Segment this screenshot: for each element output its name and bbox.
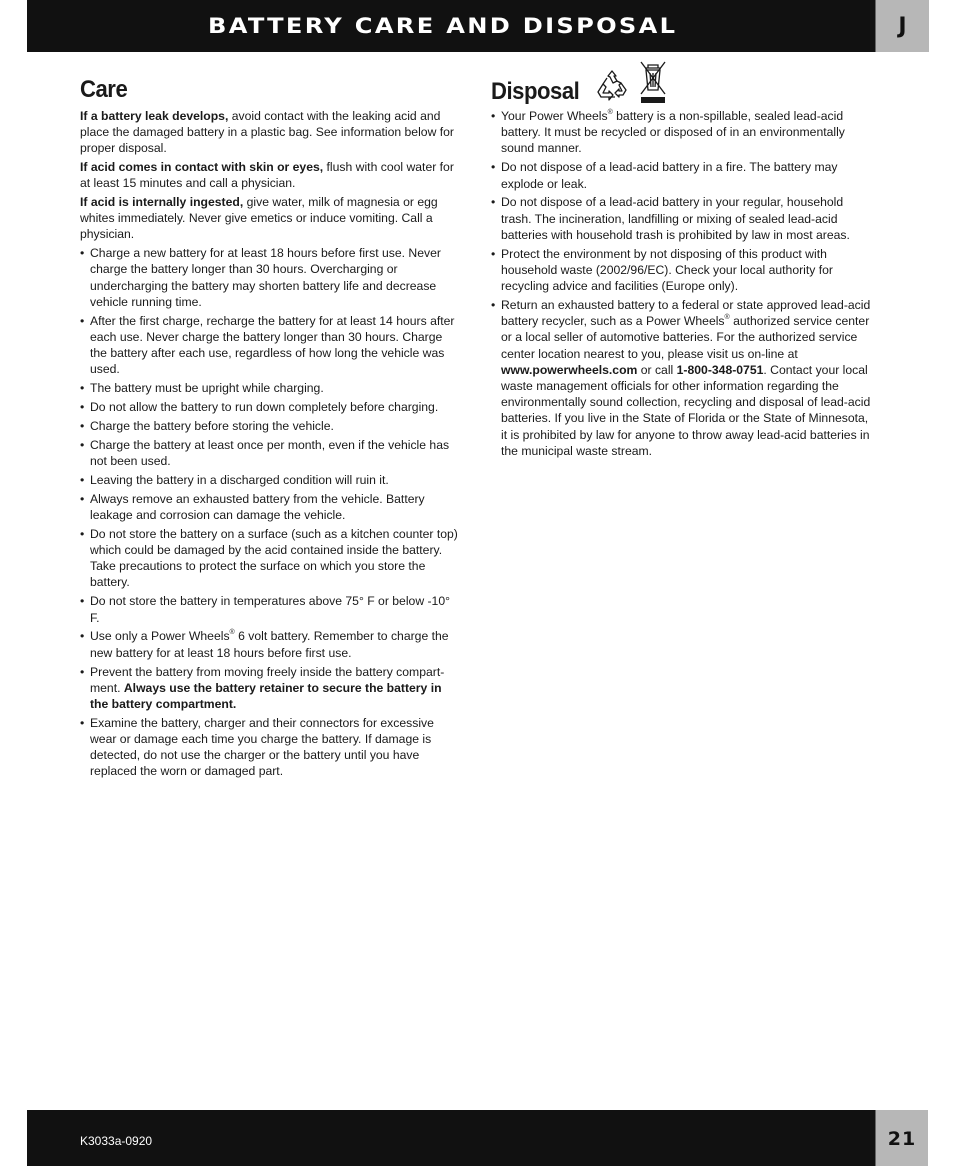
disposal-heading: Disposal: [491, 78, 580, 105]
list-item: • Charge the battery before storing the vehicle.: [80, 418, 460, 434]
list-item: • The battery must be upright while charging.: [80, 380, 460, 396]
list-item-text: Your Power Wheels: [501, 109, 608, 123]
header-bar: [27, 0, 875, 52]
list-item-text: 6 volt battery. Remember to charge the new battery for at least 18 hours before first use.: [90, 629, 449, 660]
care-section: [80, 74, 460, 782]
crossed-bin-icon: [639, 60, 667, 108]
list-item-text: authorized service center or a local seller of automotive batteries. For the authorized service center location nearest to you, please visit us on-line at: [501, 314, 870, 361]
list-item: • Do not allow the battery to run down completely before charging.: [80, 399, 460, 415]
disposal-icons: [595, 60, 667, 108]
registered-mark: ®: [607, 109, 613, 116]
list-item: • After the first charge, recharge the battery for at least 14 hours after each use. Never charge the battery longer than 30 hours. Charge the battery after each use, regardless of how long the vehicle was used.: [80, 313, 460, 378]
list-item: • Charge the battery at least once per month, even if the vehicle has not been used.: [80, 437, 460, 469]
list-item: [80, 664, 460, 713]
list-item: • Protect the environment by not disposing of this product with household waste (2002/96/EC). Check your local authority for recycling advice and facilities (Europe only).: [491, 246, 876, 295]
list-item: • Do not store the battery on a surface (such as a kitchen counter top) which could be damaged by the acid contained inside the battery. Take precautions to protect the surface on which you store the battery.: [80, 526, 460, 591]
care-list: [80, 245, 460, 780]
disposal-list: [491, 108, 876, 459]
document-code: K3033a-0920: [80, 1134, 153, 1148]
page-number: 21: [875, 1110, 928, 1166]
care-paragraph-text: flush with cool water for at least 15 minutes and call a physician.: [80, 160, 454, 191]
list-item-text: battery is a non-spillable, sealed lead-acid battery. It must be recycled or disposed of in an environmentally sound manner.: [501, 109, 845, 156]
footer-bar: [27, 1110, 875, 1166]
care-paragraph: [80, 108, 460, 157]
list-item: [80, 628, 460, 660]
list-item-text: Use only a Power Wheels: [90, 629, 230, 644]
care-paragraph-text: give water, milk of magnesia or egg whites immediately. Never give emetics or induce vomiting. Call a physician.: [80, 195, 438, 242]
phone-number: 1-800-348-0751: [676, 362, 764, 377]
section-tab: J: [875, 0, 929, 52]
list-item-text: Prevent the battery from moving freely inside the battery compart-ment.: [90, 664, 445, 695]
list-item: • Do not dispose of a lead-acid battery in your regular, household trash. The incineration, landfilling or mixing of sealed lead-acid batteries with household trash is prohibited by law in most areas.: [491, 194, 876, 243]
care-paragraph-lead: If acid is internally ingested,: [80, 195, 244, 210]
page-title: BATTERY CARE AND DISPOSAL: [208, 14, 678, 38]
disposal-section: [491, 74, 876, 462]
care-paragraph: [80, 194, 460, 243]
list-item: • Do not dispose of a lead-acid battery in a fire. The battery may explode or leak.: [491, 159, 876, 191]
care-paragraph-text: avoid contact with the leaking acid and place the damaged battery in a plastic bag. See information below for proper disposal.: [80, 109, 454, 156]
list-item: • Leaving the battery in a discharged condition will ruin it.: [80, 472, 460, 488]
care-paragraph-lead: If a battery leak develops,: [80, 109, 229, 123]
care-heading: Care: [80, 76, 128, 103]
care-paragraph: [80, 159, 460, 191]
registered-mark: ®: [724, 314, 730, 322]
list-item: [491, 108, 876, 157]
list-item: • Examine the battery, charger and their connectors for excessive wear or damage each time you charge the battery. If damage is detected, do not use the charger or the battery until you have replaced the worn or damaged part.: [80, 715, 460, 780]
registered-mark: ®: [229, 629, 235, 637]
list-item-text: or call: [637, 362, 677, 377]
list-item-text: Return an exhausted battery to a federal or state approved lead-acid battery recycler, such as a Power Wheels: [501, 297, 871, 329]
list-item: [491, 297, 876, 459]
list-item-text: . Contact your local waste management officials for other information regarding the environmentally sound collection, recycling and disposal of lead-acid batteries. If you live in the State of Florida or the State of Minnesota, it is prohibited by law for anyone to throw away lead-acid batteries in the municipal waste stream.: [501, 362, 871, 458]
list-item-emphasis: Always use the battery retainer to secure the battery in the battery compartment.: [90, 680, 442, 711]
website-link[interactable]: www.powerwheels.com: [501, 362, 638, 377]
list-item: • Do not store the battery in temperatures above 75° F or below -10° F.: [80, 593, 460, 625]
disposal-header: [491, 74, 876, 108]
list-item: • Always remove an exhausted battery from the vehicle. Battery leakage and corrosion can damage the vehicle.: [80, 491, 460, 523]
care-paragraph-lead: If acid comes in contact with skin or eyes,: [80, 160, 324, 175]
list-item: • Charge a new battery for at least 18 hours before first use. Never charge the battery longer than 30 hours. Overcharging or undercharging the battery may shorten battery life and decrease vehicle running time.: [80, 245, 460, 310]
recycle-icon: [595, 70, 629, 108]
